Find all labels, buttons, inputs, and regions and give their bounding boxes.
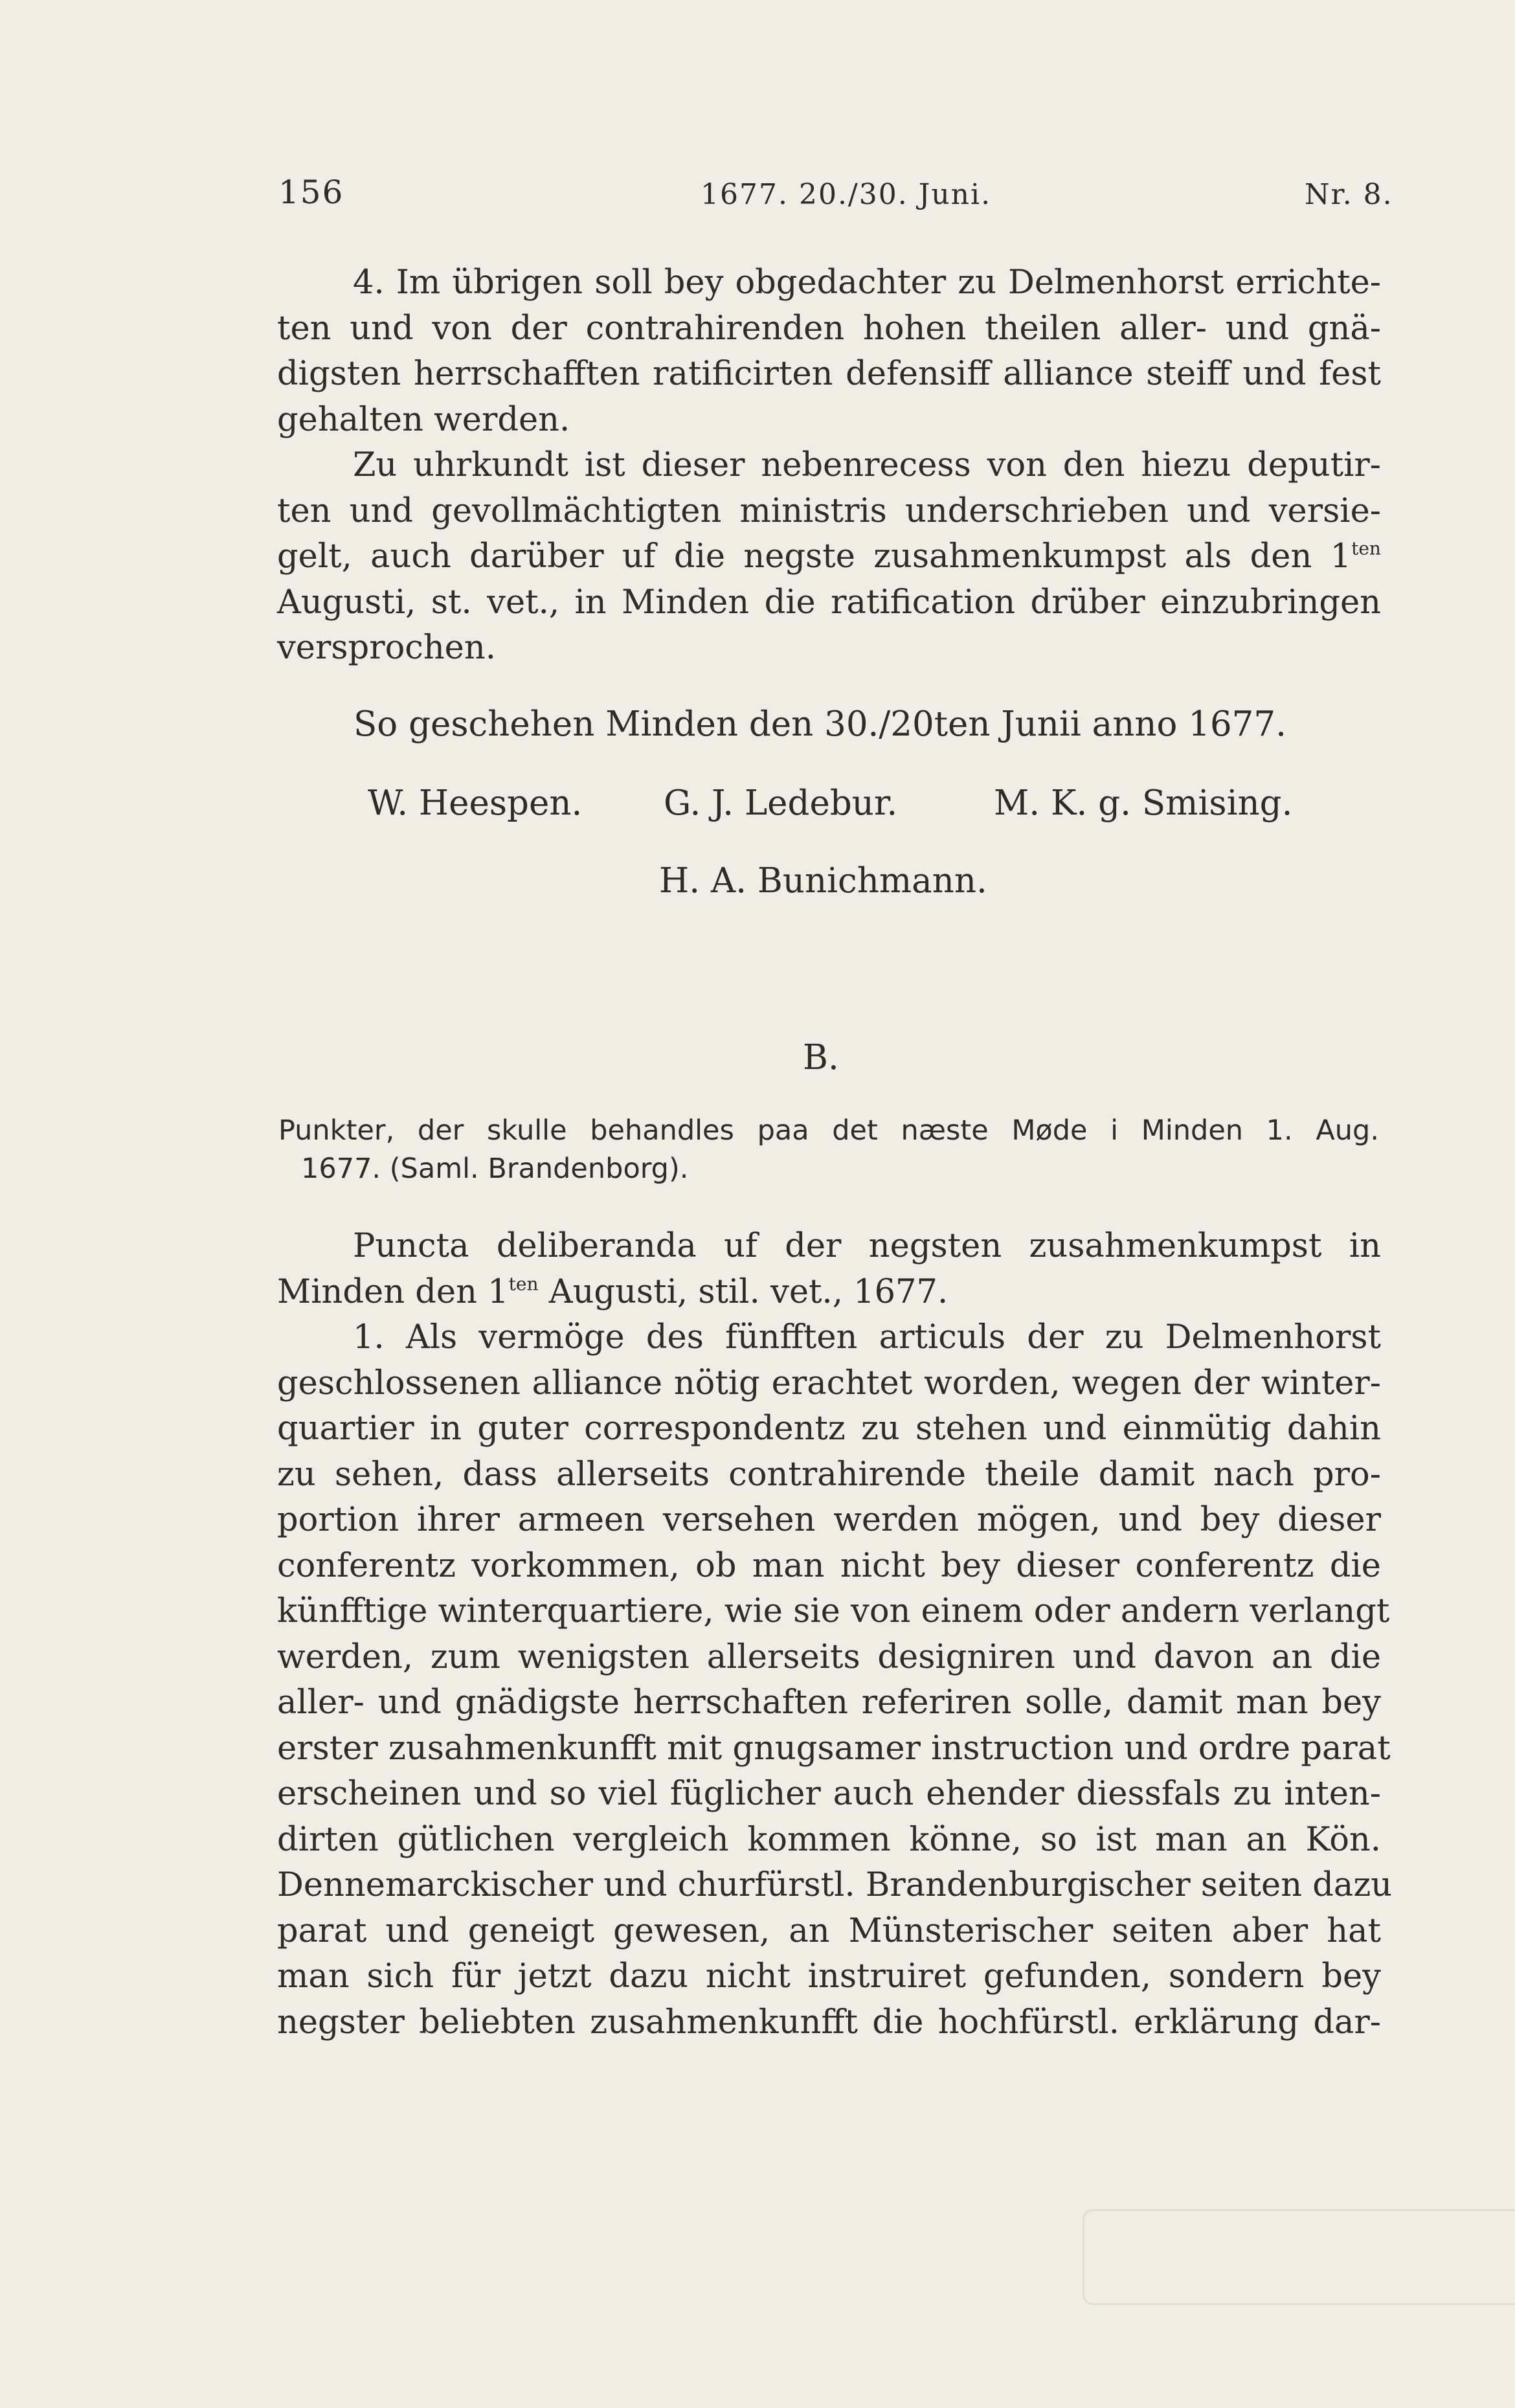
text-line: werden, zum wenigsten allerseits designiren und davon an die — [277, 1637, 1381, 1676]
superscript: ten — [1351, 537, 1381, 559]
summary-line: Punkter, der skulle behandles paa det næste Møde i Minden 1. Aug. — [278, 1114, 1379, 1147]
signature-ledebur: G. J. Ledebur. — [664, 783, 898, 823]
text-line: aller- und gnädigste herrschaften referiren solle, damit man bey — [277, 1683, 1381, 1722]
page-number: 156 — [278, 174, 344, 211]
document-number: Nr. 8. — [1305, 178, 1393, 211]
title-line: Minden den $1^{ten}$ Augusti, stil. vet., 1677. — [277, 1272, 948, 1311]
text-line: ten und von der contrahirenden hohen theilen aller- und gnä- — [277, 309, 1381, 348]
text-line: versprochen. — [277, 629, 496, 667]
title-line: Puncta deliberanda uf der negsten zusahmenkumpst in — [353, 1227, 1381, 1265]
text-line: künfftige winterquartiere, wie sie von einem oder andern verlangt — [277, 1592, 1390, 1630]
text-line-main: gelt, auch darüber uf die negste zusahmenkumpst als den 1 — [277, 537, 1352, 576]
text-line: portion ihrer armeen versehen werden mögen, und bey dieser — [277, 1501, 1381, 1539]
text-line: dirten gütlichen vergleich kommen könne, so ist man an Kön. — [277, 1820, 1381, 1859]
section-heading: B. — [803, 1038, 839, 1077]
text-line: Augusti, st. vet., in Minden die ratification drüber einzubringen — [277, 583, 1381, 622]
text-line: erster zusahmenkunfft mit gnugsamer instruction und ordre parat — [277, 1729, 1391, 1768]
text-line: 1. Als vermöge des fünfften articuls der zu Delmenhorst — [353, 1318, 1381, 1356]
text-line: quartier in guter correspondentz zu stehen und einmütig dahin — [277, 1410, 1381, 1448]
text-line: Dennemarckischer und churfürstl. Brandenburgischer seiten dazu — [277, 1866, 1393, 1904]
text-line: zu sehen, dass allerseits contrahirende theile damit nach pro- — [277, 1455, 1381, 1494]
paragraph-block-1 — [277, 260, 1381, 671]
text-line: negster beliebten zusahmenkunfft die hochfürstl. erklärung dar- — [277, 2003, 1381, 2042]
text-line: 4. Im übrigen soll bey obgedachter zu Delmenhorst errichte- — [353, 264, 1381, 302]
signature-smising: M. K. g. Smising. — [994, 783, 1293, 823]
closing-date-line: So geschehen Minden den 30./20ten Junii anno 1677. — [354, 704, 1286, 744]
text-line: digsten herrschafften ratificirten defensiff alliance steiff und fest — [277, 355, 1381, 393]
text-line: geschlossenen alliance nötig erachtet worden, wegen der winter- — [277, 1364, 1381, 1402]
text-line: parat und geneigt gewesen, an Münsterischer seiten aber hat — [277, 1911, 1381, 1950]
signature-bunichmann: H. A. Bunichmann. — [659, 861, 987, 901]
text-line: ten und gevollmächtigten ministris underschrieben und versie- — [277, 491, 1381, 530]
running-header-date: 1677. 20./30. Juni. — [701, 178, 992, 211]
superscript: ten — [508, 1272, 539, 1294]
text-line: man sich für jetzt dazu nicht instruiret gefunden, sondern bey — [277, 1957, 1381, 1996]
text-line: conferentz vorkommen, ob man nicht bey dieser conferentz die — [277, 1546, 1381, 1585]
signature-heespen: W. Heespen. — [368, 783, 583, 823]
text-line: erscheinen und so viel füglicher auch ehender diessfals zu inten- — [277, 1775, 1381, 1813]
summary-line: 1677. (Saml. Brandenborg). — [301, 1153, 689, 1185]
text-line: Zu uhrkundt ist dieser nebenrecess von den hiezu deputir- — [353, 446, 1381, 484]
section-summary — [278, 1112, 1379, 1188]
text-line — [277, 534, 1381, 580]
text-line: gehalten werden. — [277, 400, 570, 439]
paragraph-block-2 — [277, 1224, 1393, 2045]
scan-artifact-frame — [1083, 2209, 1515, 2305]
